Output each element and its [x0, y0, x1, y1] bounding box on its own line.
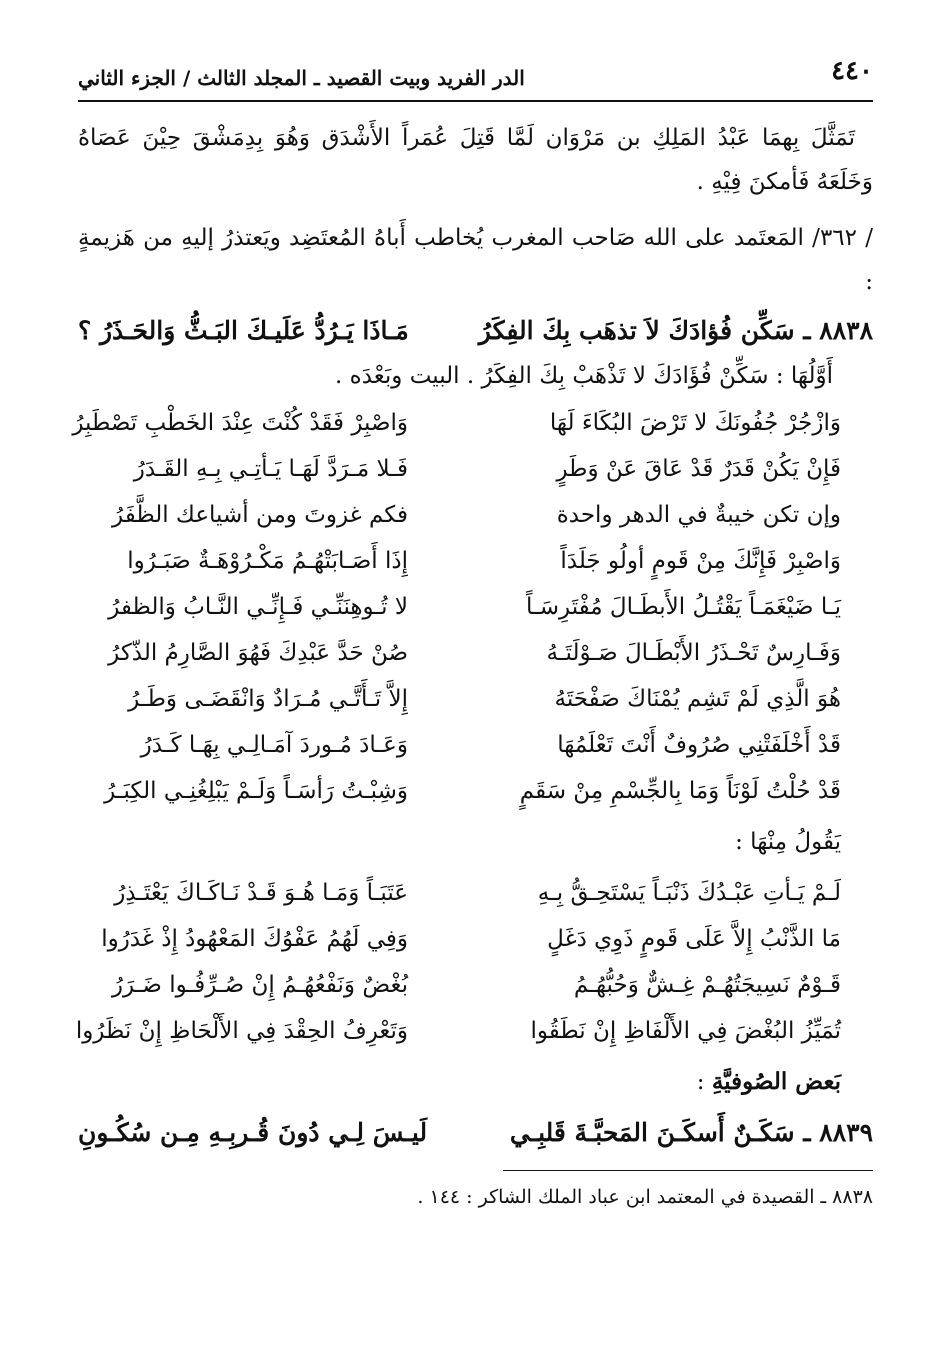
- verse-row: [78, 676, 841, 722]
- footnote-8838: ٨٨٣٨ ـ القصيدة في المعتمد ابن عباد الملك الشاكر : ١٤٤ .: [417, 1186, 873, 1208]
- verse-row: [78, 916, 841, 962]
- first-hemistich: هُوَ الَّذِي لَمْ تَشِم يُمْنَاكَ صَفْحَتَهُ: [554, 686, 841, 712]
- verse-8839: [78, 1110, 873, 1156]
- verse-8838: [78, 308, 873, 354]
- label-sufi: [78, 1060, 873, 1104]
- first-hemistich: قَـوْمٌ نَسِيجَتُهُـمْ غِـشٌّ وَحُبُّهُـمُ: [573, 972, 841, 998]
- first-hemistich: قَدْ أَخْلَفَتْنِي صُرُوفٌ أَنْتَ تَعْلَمُهَا: [557, 732, 841, 758]
- verse-8838-second-hemistich: مَـاذَا يَـرُدُّ عَلَيـكَ البَـثُّ وَالحَـذَرُ ؟: [78, 316, 409, 345]
- page-content: [72, 116, 873, 1215]
- second-hemistich: فكم غزوتَ ومن أشياعك الظَّفَرُ: [112, 502, 408, 528]
- label-minha: يَقُولُ مِنْهَا :: [735, 829, 841, 855]
- verse-8839-first-hemistich: ٨٨٣٩ ـ سَكَـنٌ أَسكَـنَ المَحبَّـةَ قَلبِـي: [509, 1118, 873, 1147]
- paragraph-heading-362: / ٣٦٢/ المَعتَمد على الله صَاحب المغرب يُخاطب أَباهُ المُعتَضِد ويَعتذرُ إليهِ من هَزيمةٍ :: [78, 225, 873, 295]
- second-hemistich: عَتَبَـاً وَمَـا هُـوَ قَـدْ نَـاكَـاكَ يَعْتَـذِرُ: [114, 880, 408, 906]
- second-hemistich: صُنْ حَدَّ عَبْدِكَ فَهُوَ الصَّارِمُ الذّكرُ: [108, 640, 408, 666]
- verse-row: [78, 492, 841, 538]
- verse-row: [78, 870, 841, 916]
- verse-row: [78, 962, 841, 1008]
- label-sufi-bold: بَعض الصُوفيَّةِ: [711, 1068, 841, 1095]
- second-hemistich: إِلاَّ تَـأَتَّـي مُـرَادٌ وَانْقَضَـى وَطَـرُ: [128, 686, 408, 712]
- second-hemistich: إِذَا أَصَـابَتْهُـمُ مَكْـرُوْهَـةٌ صَبَـرُوا: [127, 548, 408, 574]
- verse-row: [72, 400, 841, 446]
- label-sufi-colon: :: [696, 1069, 712, 1095]
- second-hemistich: وَاصْبِرْ فَقَدْ كُنْتَ عِنْدَ الخَطْبِ تَصْطَبِرُ: [72, 410, 408, 436]
- first-hemistich: فَإِنْ يَكُنْ قَدَرٌ قَدْ عَاقَ عَنْ وَطَرٍ: [556, 456, 841, 482]
- first-hemistich: لَـمْ يَـأتِ عَبْـدُكَ ذَنْبَـاً يَسْتَحِـقُّ بِـهِ: [537, 880, 841, 906]
- verse-row: [78, 538, 841, 584]
- first-hemistich: تُمَيِّزُ البُغْضَ فِي الأَلْفَاظِ إِنْ نَطَقُوا: [530, 1018, 841, 1044]
- verse-row: [75, 1008, 841, 1054]
- first-hemistich: قَدْ حُلْتُ لَوْنَاً وَمَا بِالجِّسْمِ مِنْ سَقَمٍ: [519, 778, 841, 804]
- second-hemistich: فَـلا مَـرَدَّ لَهَـا يَـأتِـي بِـهِ القَـدَرُ: [133, 456, 408, 482]
- second-hemistich: وَعَـادَ مُـوردَ آمَـالِـي بِهَـا كَـدَرُ: [140, 732, 408, 758]
- verse-row: [78, 768, 841, 814]
- first-hemistich: وإن تكن خيبةٌ في الدهر واحدة: [556, 502, 841, 528]
- running-head: الدر الفريد وبيت القصيد ـ المجلد الثالث / الجزء الثاني: [78, 66, 525, 90]
- verse-row: [78, 446, 841, 492]
- second-hemistich: بُغْضٌ وَنَفْعُهُـمُ إِنْ صُـرِّفُـوا ضَـرَرُ: [111, 972, 408, 998]
- verse-row: [78, 722, 841, 768]
- poem-second-part: [75, 870, 873, 1054]
- first-hemistich: مَا الذَّنْبُ إِلاَّ عَلَى قَومٍ ذَوِي دَغَلٍ: [547, 926, 841, 952]
- page-number: ٤٤٠: [831, 56, 873, 86]
- poem-first-part: [72, 400, 873, 814]
- first-hemistich: وَازْجُرْ جُفُونَكَ لا تَرْضَ البُكَاءَ لَهَا: [549, 410, 841, 436]
- first-hemistich: وَفَـارِسٌ تَحْـذَرُ الأَبْطَـالَ صَـوْلَتَـهُ: [546, 640, 841, 666]
- first-hemistich: يَـا ضَيْغَمَـاً يَقْتُـلُ الأَبطَـالَ مُفْتَرِسَـاً: [526, 594, 841, 620]
- second-hemistich: لا تُـوهِنَنِّـي فَـإِنِّـي النَّـابُ وَالظفرُ: [108, 594, 408, 620]
- second-hemistich: وَشِبْـتُ رَأسَـاً وَلَـمْ يَبْلِغُنِـي الكِبَـرُ: [104, 778, 408, 804]
- verse-8839-second-hemistich: لَيـسَ لِـي دُونَ قُـربِـهِ مِـن سُكُـونِ: [78, 1118, 428, 1147]
- poem-intro-line: أَوَّلُهَا : سَكِّنْ فُؤَادَكَ لا تَذْهَبْ بِكَ الفِكَرُ . البيت وبَعْدَه .: [335, 363, 833, 389]
- page-header: [78, 56, 873, 102]
- paragraph-intro: تَمَثَّلَ بِهمَا عَبْدُ المَلِكِ بن مَرْوَان لَمَّا قَتِلَ عُمَراً الأَشْدَق وَهُوَ بِدِمَشْقَ حِيْنَ عَصَاهُ وَخَلَعَهُ فَأمكنَ فِيْهِ .: [78, 125, 873, 195]
- second-hemistich: وَفِي لَهُمُ عَفْوُكَ المَعْهُودُ إِذْ غَدَرُوا: [101, 926, 408, 952]
- verse-row: [78, 630, 841, 676]
- verse-row: [78, 584, 841, 630]
- first-hemistich: وَاصْبِرْ فَإِنَّكَ مِنْ قَومٍ أولُو جَلَدَاً: [560, 548, 841, 574]
- footnote-separator: [503, 1170, 873, 1171]
- verse-8838-first-hemistich: ٨٨٣٨ ـ سَكِّن فُؤادَكَ لاَ تذهَب بِكَ الفِكَرُ: [478, 316, 873, 345]
- second-hemistich: وَتَعْرِفُ الحِقْدَ فِي الأَلْحَاظِ إِنْ نَظَرُوا: [75, 1018, 408, 1044]
